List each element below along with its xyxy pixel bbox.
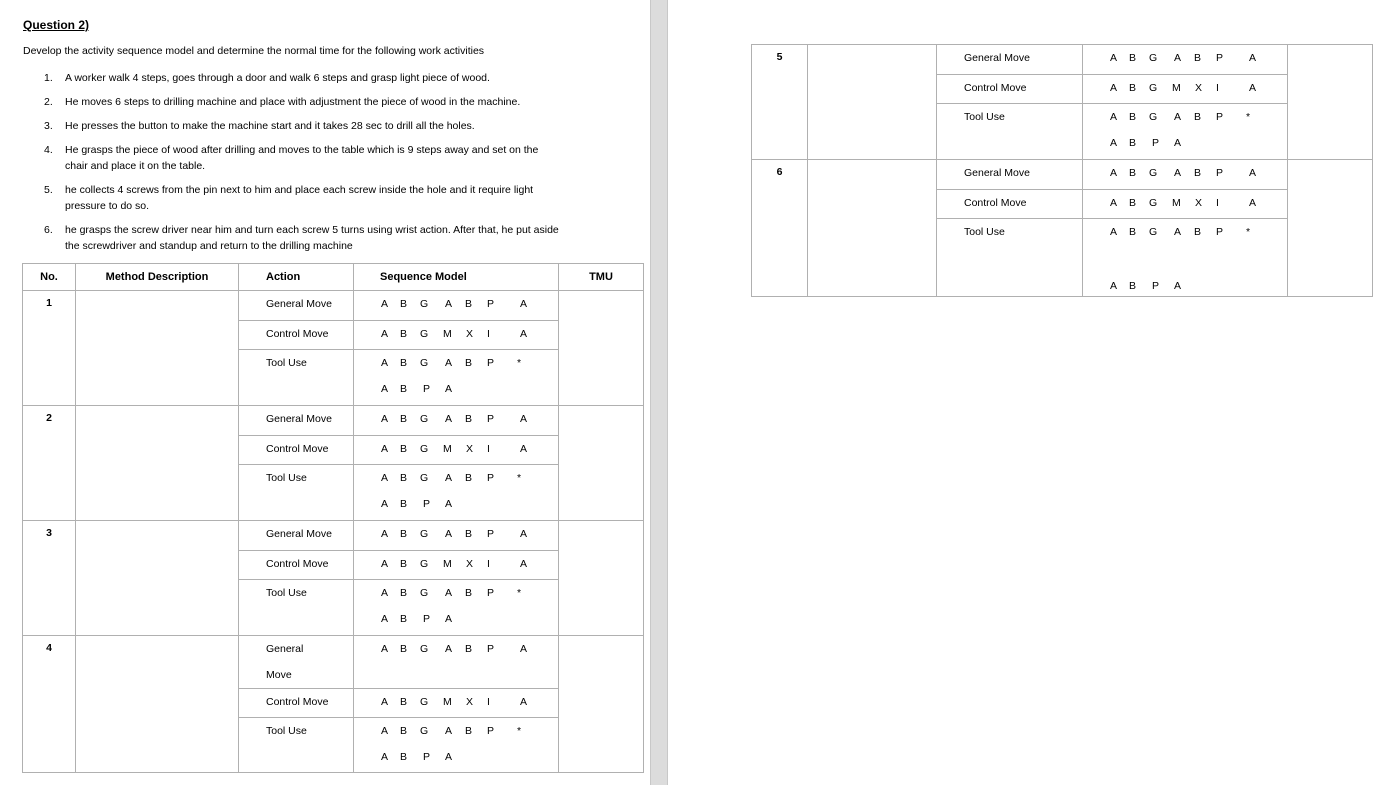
sequence-parameter: I [1216,82,1219,94]
sequence-parameter: A [381,643,389,655]
sequence-cell [354,291,559,321]
sequence-parameter: A [1110,52,1118,64]
action-tool-use: Tool Use [239,465,354,521]
sequence-parameter: B [1129,197,1137,209]
sequence-line [354,413,558,429]
sequence-parameter: A [381,328,389,340]
sequence-parameter: B [1129,111,1137,123]
sequence-line [1083,82,1287,98]
sequence-parameter: B [400,696,408,708]
sequence-parameter: G [420,443,429,455]
sequence-parameter: A [381,443,389,455]
table-row [23,636,644,689]
sequence-parameter: A [445,725,453,737]
sequence-parameter: A [445,383,453,395]
sequence-line [354,298,558,314]
method-description-cell[interactable] [808,160,937,297]
sequence-table-right [751,44,1373,297]
table-row [23,406,644,436]
sequence-parameter: A [520,298,528,310]
sequence-parameter: A [1110,280,1118,292]
sequence-parameter: A [381,587,389,599]
sequence-parameter: A [520,558,528,570]
sequence-cell [354,718,559,773]
method-description-cell[interactable] [76,406,239,521]
sequence-line [354,725,558,741]
sequence-parameter: A [445,298,453,310]
sequence-parameter: B [400,298,408,310]
sequence-parameter: G [420,528,429,540]
sequence-line [354,528,558,544]
sequence-parameter: A [1174,226,1182,238]
sequence-parameter: X [466,328,474,340]
sequence-parameter: A [381,298,389,310]
sequence-cell [1083,190,1288,219]
sequence-parameter: P [487,357,495,369]
sequence-cell [1083,45,1288,75]
sequence-parameter: X [466,696,474,708]
row-number: 1 [23,291,76,406]
sequence-parameter: B [400,472,408,484]
sequence-parameter: G [1149,82,1158,94]
document-page-right [668,0,1379,785]
sequence-parameter: A [520,443,528,455]
sequence-parameter: A [445,528,453,540]
sequence-parameter: * [517,587,522,599]
tmu-cell[interactable] [559,406,644,521]
sequence-parameter: A [445,643,453,655]
method-description-cell[interactable] [76,521,239,636]
action-control-move: Control Move [239,436,354,465]
method-description-cell[interactable] [808,45,937,160]
sequence-parameter: A [1174,111,1182,123]
action-tool-use: Tool Use [239,580,354,636]
sequence-parameter: B [1129,82,1137,94]
action-general-move: General Move [937,45,1083,75]
sequence-cell [354,689,559,718]
action-control-move: Control Move [239,689,354,718]
sequence-parameter: G [420,328,429,340]
sequence-parameter: A [381,357,389,369]
sequence-parameter: G [420,558,429,570]
sequence-parameter: M [443,328,452,340]
question-heading: Question 2) [23,18,90,32]
sequence-line [354,383,558,399]
action-control-move: Control Move [937,75,1083,104]
sequence-line [354,558,558,574]
sequence-parameter: B [400,413,408,425]
action-control-move: Control Move [239,321,354,350]
sequence-line [1083,197,1287,213]
sequence-parameter: I [1216,197,1219,209]
sequence-parameter: * [517,472,522,484]
sequence-parameter: P [423,383,431,395]
sequence-parameter: B [400,528,408,540]
sequence-parameter: P [487,413,495,425]
sequence-parameter: M [1172,82,1181,94]
tmu-cell[interactable] [1288,45,1373,160]
row-number: 3 [23,521,76,636]
sequence-line [354,587,558,603]
sequence-parameter: P [487,725,495,737]
sequence-parameter: A [1249,82,1257,94]
sequence-parameter: A [520,643,528,655]
sequence-parameter: A [381,383,389,395]
sequence-parameter: G [420,725,429,737]
sequence-parameter: G [420,643,429,655]
sequence-parameter: A [381,528,389,540]
sequence-parameter: A [1174,137,1182,149]
sequence-parameter: A [520,528,528,540]
sequence-parameter: P [1216,167,1224,179]
sequence-cell [354,321,559,350]
sequence-parameter: A [520,696,528,708]
table-row [23,521,644,551]
sequence-parameter: A [1174,280,1182,292]
action-general-move: General Move [239,291,354,321]
sequence-parameter: B [1194,52,1202,64]
sequence-parameter: P [487,472,495,484]
sequence-parameter: A [520,328,528,340]
sequence-parameter: B [1129,137,1137,149]
sequence-parameter: A [1110,137,1118,149]
sequence-parameter: B [465,528,473,540]
tmu-cell[interactable] [559,291,644,406]
sequence-parameter: X [1195,197,1203,209]
sequence-parameter: * [1246,111,1251,123]
sequence-parameter: M [443,696,452,708]
sequence-parameter: P [487,643,495,655]
sequence-parameter: B [1129,280,1137,292]
sequence-parameter: A [1110,82,1118,94]
sequence-parameter: A [381,498,389,510]
sequence-parameter: * [517,357,522,369]
sequence-parameter: P [1216,226,1224,238]
sequence-parameter: G [420,696,429,708]
action-tool-use: Tool Use [239,718,354,773]
table-row [752,160,1373,190]
sequence-parameter: P [1152,137,1160,149]
tmu-cell[interactable] [559,636,644,773]
action-general-move: General Move [239,406,354,436]
sequence-cell [354,580,559,636]
sequence-parameter: B [465,298,473,310]
sequence-cell [1083,219,1288,297]
method-description-cell[interactable] [76,291,239,406]
sequence-parameter: B [400,643,408,655]
sequence-parameter: P [423,751,431,763]
activity-item: 5. he collects 4 screws from the pin next to him and place each screw inside the hole and it require light pressure to do so. [44,184,534,212]
sequence-parameter: B [1194,167,1202,179]
sequence-parameter: B [400,613,408,625]
sequence-line [354,498,558,514]
sequence-parameter: A [381,751,389,763]
sequence-parameter: A [1110,197,1118,209]
sequence-line [354,328,558,344]
sequence-parameter: A [1110,226,1118,238]
sequence-parameter: B [1129,52,1137,64]
sequence-parameter: B [465,472,473,484]
action-general-move: General Move [937,160,1083,190]
sequence-parameter: B [400,558,408,570]
sequence-parameter: A [1249,197,1257,209]
sequence-parameter: A [1110,111,1118,123]
sequence-cell [1083,104,1288,160]
sequence-parameter: A [445,413,453,425]
sequence-parameter: G [1149,167,1158,179]
sequence-parameter: A [381,413,389,425]
row-number: 2 [23,406,76,521]
sequence-line [354,472,558,488]
sequence-cell [1083,75,1288,104]
action-control-move: Control Move [239,551,354,580]
method-description-cell[interactable] [76,636,239,773]
sequence-parameter: A [381,472,389,484]
sequence-parameter: B [400,725,408,737]
sequence-parameter: M [1172,197,1181,209]
sequence-parameter: B [400,498,408,510]
sequence-parameter: X [466,443,474,455]
sequence-parameter: A [381,613,389,625]
sequence-parameter: G [420,357,429,369]
sequence-parameter: B [1194,111,1202,123]
sequence-parameter: A [520,413,528,425]
sequence-cell [354,551,559,580]
sequence-parameter: B [400,328,408,340]
sequence-line [1083,111,1287,127]
sequence-cell [354,436,559,465]
row-number: 5 [752,45,808,160]
sequence-parameter: A [445,498,453,510]
sequence-parameter: A [445,613,453,625]
sequence-parameter: B [400,383,408,395]
page-gutter [650,0,668,785]
sequence-line [354,643,558,659]
sequence-parameter: B [465,587,473,599]
sequence-parameter: A [1249,167,1257,179]
sequence-parameter: A [1249,52,1257,64]
sequence-parameter: A [1110,167,1118,179]
sequence-table-left [22,263,644,773]
header-tmu: TMU [559,264,644,291]
sequence-cell [354,350,559,406]
sequence-parameter: P [1216,52,1224,64]
action-tool-use: Tool Use [239,350,354,406]
sequence-parameter: G [1149,52,1158,64]
action-tool-use: Tool Use [937,104,1083,160]
sequence-line [1083,137,1287,153]
sequence-parameter: P [487,298,495,310]
sequence-parameter: G [420,587,429,599]
table-row [23,291,644,321]
sequence-parameter: G [1149,226,1158,238]
sequence-parameter: B [465,357,473,369]
sequence-parameter: M [443,443,452,455]
sequence-parameter: P [423,613,431,625]
sequence-parameter: X [466,558,474,570]
sequence-parameter: B [465,413,473,425]
sequence-line [1083,52,1287,68]
sequence-parameter: A [381,725,389,737]
sequence-parameter: B [400,751,408,763]
sequence-parameter: G [1149,197,1158,209]
sequence-parameter: B [400,357,408,369]
sequence-parameter: A [381,696,389,708]
sequence-parameter: * [1246,226,1251,238]
action-tool-use: Tool Use [937,219,1083,297]
document-page-left [0,0,650,785]
sequence-parameter: P [487,528,495,540]
question-intro: Develop the activity sequence model and determine the normal time for the following work activities [23,45,485,57]
sequence-parameter: B [1194,226,1202,238]
sequence-parameter: P [1152,280,1160,292]
sequence-parameter: I [487,696,490,708]
sequence-cell [354,521,559,551]
activity-item: 1. A worker walk 4 steps, goes through a door and walk 6 steps and grasp light piece of wood. [44,72,490,84]
action-general-move: General Move [239,636,354,689]
sequence-line [354,751,558,767]
tmu-cell[interactable] [1288,160,1373,297]
sequence-line [354,696,558,712]
sequence-line [1083,280,1287,296]
sequence-parameter: B [400,443,408,455]
header-sequence: Sequence Model [354,264,559,291]
sequence-parameter: A [445,357,453,369]
sequence-line [354,613,558,629]
sequence-parameter: X [1195,82,1203,94]
sequence-parameter: B [400,587,408,599]
activity-item: 4. He grasps the piece of wood after drilling and moves to the table which is 9 steps away and set on the chair and place it on the table. [44,144,539,172]
sequence-line [354,443,558,459]
sequence-cell [1083,160,1288,190]
sequence-parameter: A [445,587,453,599]
sequence-line [1083,167,1287,183]
sequence-parameter: I [487,443,490,455]
table-header-row [23,264,644,291]
sequence-parameter: A [445,472,453,484]
activity-item: 2. He moves 6 steps to drilling machine and place with adjustment the piece of wood in the machine. [44,96,521,108]
sequence-parameter: A [445,751,453,763]
sequence-parameter: P [487,587,495,599]
action-control-move: Control Move [937,190,1083,219]
sequence-parameter: G [1149,111,1158,123]
sequence-parameter: B [1129,167,1137,179]
activity-list [23,70,563,262]
tmu-cell[interactable] [559,521,644,636]
sequence-line [354,357,558,373]
sequence-parameter: M [443,558,452,570]
header-no: No. [23,264,76,291]
sequence-line [1083,226,1287,242]
sequence-parameter: P [1216,111,1224,123]
sequence-cell [354,465,559,521]
sequence-parameter: B [465,643,473,655]
sequence-parameter: I [487,328,490,340]
sequence-parameter: P [423,498,431,510]
header-action: Action [239,264,354,291]
row-number: 4 [23,636,76,773]
sequence-parameter: G [420,298,429,310]
sequence-parameter: A [381,558,389,570]
table-row [752,45,1373,75]
sequence-parameter: A [1174,167,1182,179]
row-number: 6 [752,160,808,297]
sequence-parameter: B [465,725,473,737]
activity-item: 3. He presses the button to make the machine start and it takes 28 sec to drill all the holes. [44,120,475,132]
sequence-parameter: B [1129,226,1137,238]
sequence-cell [354,406,559,436]
sequence-parameter: I [487,558,490,570]
activity-item: 6. he grasps the screw driver near him and turn each screw 5 turns using wrist action. After that, he put aside the screwdriver and standup and return to the drilling machine [44,224,559,252]
sequence-parameter: G [420,472,429,484]
sequence-parameter: * [517,725,522,737]
sequence-parameter: A [1174,52,1182,64]
sequence-parameter: G [420,413,429,425]
action-general-move: General Move [239,521,354,551]
sequence-cell [354,636,559,689]
header-method: Method Description [76,264,239,291]
